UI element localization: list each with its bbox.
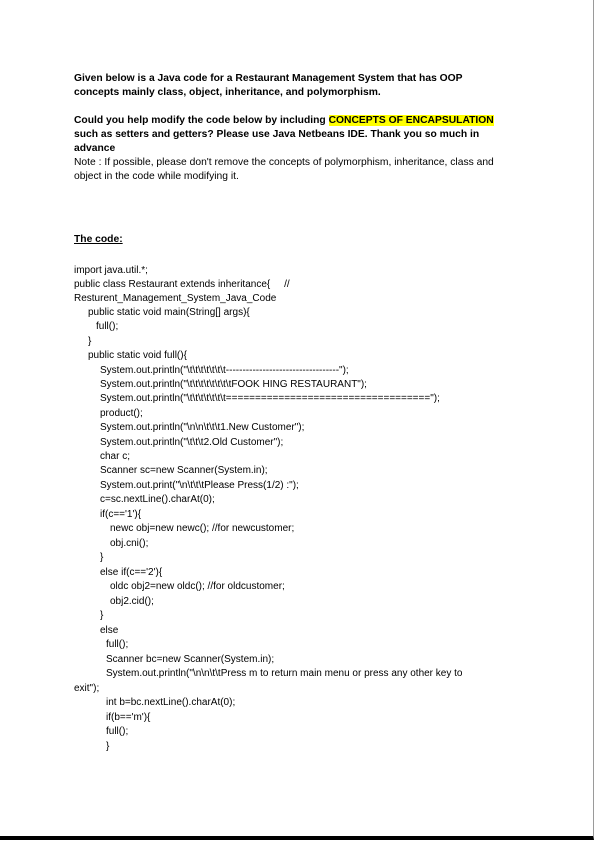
code-line: else if(c=='2'){ — [100, 567, 163, 578]
code-line: System.out.println("\n\n\t\tPress m to return main menu or press any other key to — [106, 668, 463, 679]
code-line: System.out.println("\t\t\t\t\t\t\t----------------------------------"); — [100, 365, 349, 376]
code-line: System.out.print("\n\t\t\tPlease Press(1/2) :"); — [100, 480, 299, 491]
question-text: Could you help modify the code below by including — [74, 115, 329, 126]
code-line: Resturent_Management_System_Java_Code — [74, 293, 277, 304]
code-line: import java.util.*; — [74, 265, 148, 276]
code-line: System.out.println("\t\t\t\t\t\t\t\tFOOK HING RESTAURANT"); — [100, 379, 367, 390]
code-line: System.out.println("\n\n\t\t\t1.New Customer"); — [100, 422, 305, 433]
code-line: obj2.cid(); — [110, 596, 154, 607]
code-line: System.out.println("\t\t\t2.Old Customer"); — [100, 437, 284, 448]
code-line: exit"); — [74, 683, 100, 694]
code-line: public class Restaurant extends inheritance{ // — [74, 279, 290, 290]
note-line-2: object in the code while modifying it. — [74, 171, 239, 182]
question-line-1 — [74, 114, 534, 128]
code-line: public static void full(){ — [88, 350, 187, 361]
code-heading: The code: — [74, 234, 123, 245]
encapsulation-highlight: CONCEPTS OF ENCAPSULATION — [328, 115, 494, 126]
note-line-1: Note : If possible, please don't remove the concepts of polymorphism, inheritance, class and — [74, 157, 494, 168]
code-line: } — [100, 610, 104, 621]
question-line-2: such as setters and getters? Please use Java Netbeans IDE. Thank you so much in — [74, 129, 480, 140]
code-line: char c; — [100, 451, 131, 462]
intro-line-1: Given below is a Java code for a Restaurant Management System that has OOP — [74, 73, 463, 84]
intro-line-2: concepts mainly class, object, inheritance, and polymorphism. — [74, 87, 381, 98]
code-line: System.out.println("\t\t\t\t\t\t\t==================================="); — [100, 393, 440, 404]
code-line: int b=bc.nextLine().charAt(0); — [106, 697, 236, 708]
code-line: if(b=='m'){ — [106, 712, 151, 723]
code-line: full(); — [106, 639, 129, 650]
intro-section — [74, 72, 534, 184]
code-line: oldc obj2=new oldc(); //for oldcustomer; — [110, 581, 285, 592]
code-line: Scanner sc=new Scanner(System.in); — [100, 465, 268, 476]
code-line: public static void main(String[] args){ — [88, 307, 250, 318]
code-line: newc obj=new newc(); //for newcustomer; — [110, 523, 295, 534]
code-line: } — [88, 336, 92, 347]
code-line: } — [100, 552, 104, 563]
code-line: if(c=='1'){ — [100, 509, 142, 520]
code-line: product(); — [100, 408, 143, 419]
code-line: } — [106, 741, 110, 752]
question-line-3: advance — [74, 143, 116, 154]
code-line: full(); — [106, 726, 129, 737]
code-line: else — [100, 625, 119, 636]
code-line: full(); — [96, 321, 119, 332]
code-line: Scanner bc=new Scanner(System.in); — [106, 654, 275, 665]
code-line: obj.cni(); — [110, 538, 149, 549]
code-line: c=sc.nextLine().charAt(0); — [100, 494, 215, 505]
